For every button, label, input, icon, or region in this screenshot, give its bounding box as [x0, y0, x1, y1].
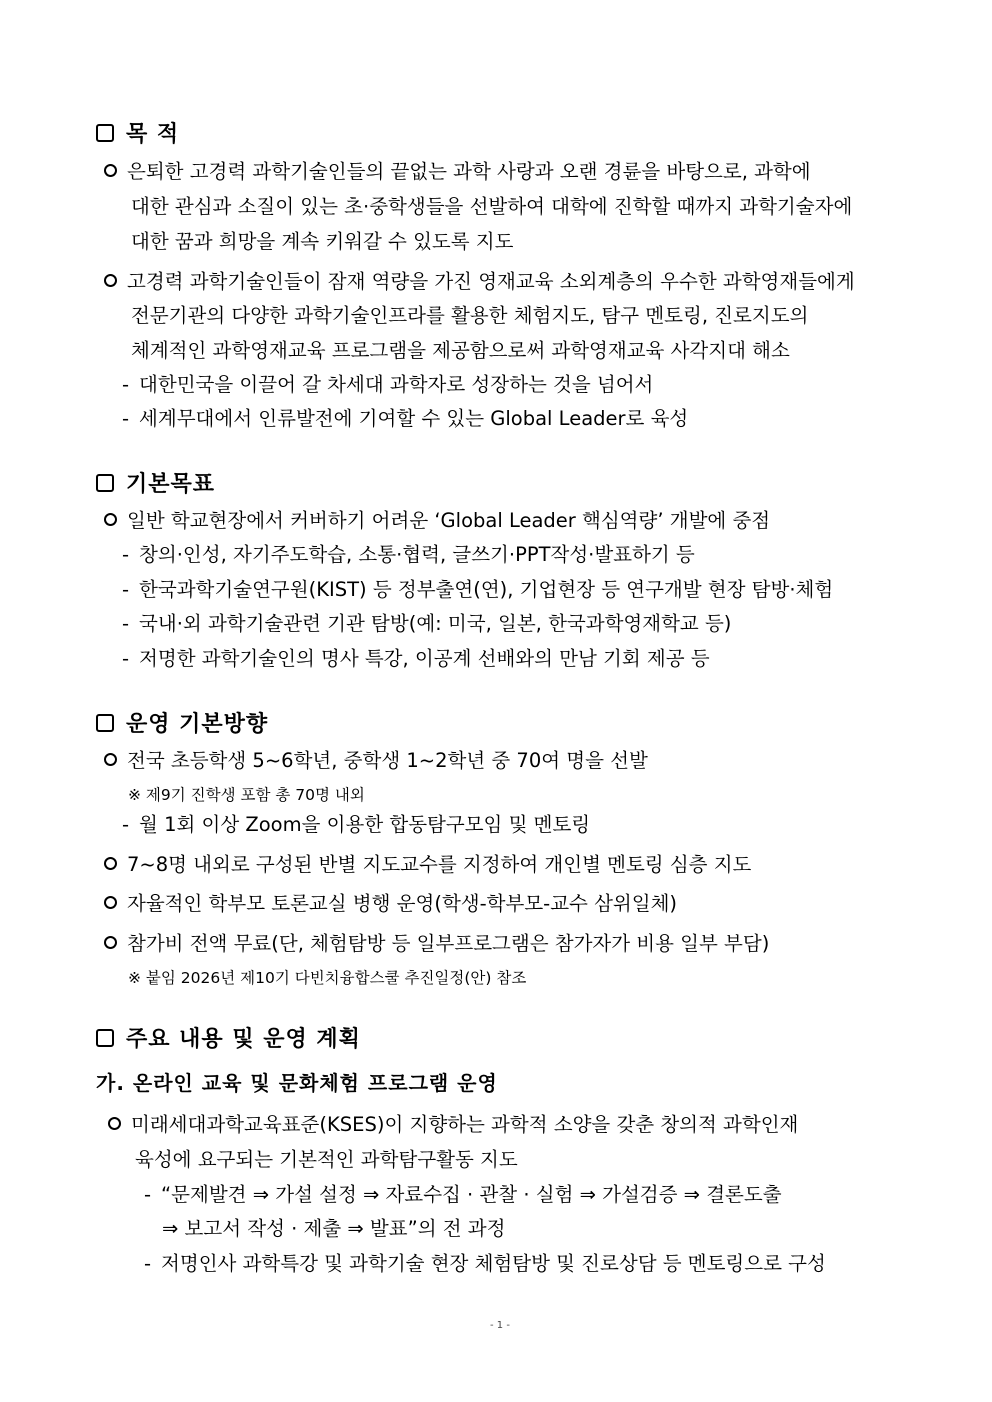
circle-bullet-icon — [104, 274, 117, 287]
section-title: 기본목표 — [126, 472, 216, 497]
circle-bullet-icon — [104, 753, 117, 766]
bullet-continuation: 육성에 요구되는 기본적인 과학탐구활동 지도 — [135, 1148, 518, 1171]
dash-item: - 대한민국을 이끌어 갈 차세대 과학자로 성장하는 것을 넘어서 — [122, 373, 654, 396]
dash-item: - 국내·외 과학기술관련 기관 탐방(예: 미국, 일본, 한국과학영재학교 등) — [122, 612, 732, 635]
dash-item: - 저명인사 과학특강 및 과학기술 현장 체험탐방 및 진로상담 등 멘토링으로 구성 — [144, 1252, 826, 1275]
bullet-line: 7~8명 내외로 구성된 반별 지도교수를 지정하여 개인별 멘토링 심층 지도 — [104, 851, 751, 879]
dash-item: - 저명한 과학기술인의 명사 특강, 이공계 선배와의 만남 기회 제공 등 — [122, 647, 710, 670]
section-title: 목 적 — [126, 122, 180, 147]
circle-bullet-icon — [104, 936, 117, 949]
circle-bullet-icon — [104, 513, 117, 526]
bullet-continuation: 대한 관심과 소질이 있는 초·중학생들을 선발하여 대학에 진학할 때까지 과학기술자에 — [131, 195, 853, 218]
bullet-continuation: 전문기관의 다양한 과학기술인프라를 활용한 체험지도, 탐구 멘토링, 진로지도의 — [131, 304, 809, 327]
circle-bullet-icon — [104, 164, 117, 177]
checkbox-square-icon — [96, 1029, 114, 1047]
bullet-line: 미래세대과학교육표준(KSES)이 지향하는 과학적 소양을 갖춘 창의적 과학인재 — [108, 1111, 798, 1139]
section-heading-main-content — [96, 1022, 361, 1053]
bullet-line: 은퇴한 고경력 과학기술인들의 끝없는 과학 사랑과 오랜 경륜을 바탕으로, 과학에 — [104, 158, 811, 186]
note-line: ※ 붙임 2026년 제10기 다빈치융합스쿨 추진일정(안) 참조 — [128, 969, 527, 987]
dash-item: - “문제발견 ⇒ 가설 설정 ⇒ 자료수집 · 관찰 · 실험 ⇒ 가설검증 ⇒ 결론도출 — [144, 1183, 782, 1206]
section-heading-basic-goals — [96, 467, 215, 498]
checkbox-square-icon — [96, 714, 114, 732]
dash-item: - 창의·인성, 자기주도학습, 소통·협력, 글쓰기·PPT작성·발표하기 등 — [122, 543, 695, 566]
section-heading-purpose — [96, 117, 179, 148]
dash-item: - 월 1회 이상 Zoom을 이용한 합동탐구모임 및 멘토링 — [122, 813, 591, 836]
note-line: ※ 제9기 진학생 포함 총 70명 내외 — [128, 786, 365, 804]
circle-bullet-icon — [104, 896, 117, 909]
dash-continuation: ⇒ 보고서 작성 · 제출 ⇒ 발표”의 전 과정 — [162, 1217, 506, 1240]
section-title: 주요 내용 및 운영 계획 — [126, 1027, 361, 1052]
dash-item: - 세계무대에서 인류발전에 기여할 수 있는 Global Leader로 육성 — [122, 407, 689, 430]
checkbox-square-icon — [96, 124, 114, 142]
bullet-continuation: 체계적인 과학영재교육 프로그램을 제공함으로써 과학영재교육 사각지대 해소 — [131, 339, 790, 362]
section-heading-operation — [96, 707, 268, 738]
bullet-line: 전국 초등학생 5~6학년, 중학생 1~2학년 중 70여 명을 선발 — [104, 747, 648, 775]
bullet-line: 일반 학교현장에서 커버하기 어려운 ‘Global Leader 핵심역량’ 개발에 중점 — [104, 507, 770, 535]
page-number: - 1 - — [490, 1320, 510, 1331]
bullet-line: 고경력 과학기술인들이 잠재 역량을 가진 영재교육 소외계층의 우수한 과학영재들에게 — [104, 268, 855, 296]
bullet-line: 자율적인 학부모 토론교실 병행 운영(학생-학부모-교수 삼위일체) — [104, 890, 677, 918]
circle-bullet-icon — [104, 857, 117, 870]
bullet-line: 참가비 전액 무료(단, 체험탐방 등 일부프로그램은 참가자가 비용 일부 부담) — [104, 930, 769, 958]
dash-item: - 한국과학기술연구원(KIST) 등 정부출연(연), 기업현장 등 연구개발 현장 탐방·체험 — [122, 578, 834, 601]
circle-bullet-icon — [108, 1117, 121, 1130]
checkbox-square-icon — [96, 474, 114, 492]
subsection-heading: 가. 온라인 교육 및 문화체험 프로그램 운영 — [96, 1071, 498, 1095]
bullet-continuation: 대한 꿈과 희망을 계속 키워갈 수 있도록 지도 — [131, 230, 514, 253]
section-title: 운영 기본방향 — [126, 712, 269, 737]
